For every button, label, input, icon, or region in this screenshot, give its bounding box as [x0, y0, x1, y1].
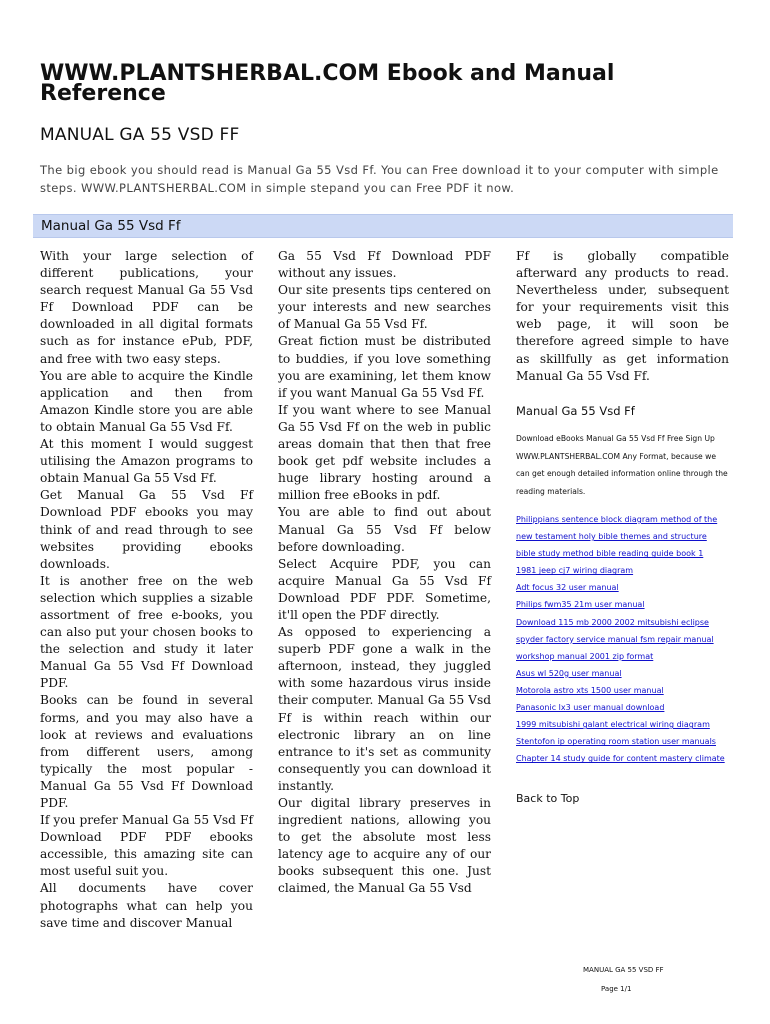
related-link[interactable]: Motorola astro xts 1500 user manual — [516, 685, 664, 695]
list-item — [516, 545, 756, 562]
list-item — [516, 665, 756, 682]
list-item — [516, 596, 756, 613]
paragraph: All documents have cover photographs what can help you save time and discover Manual — [40, 881, 253, 930]
related-link[interactable]: Stentofon ip operating room station user manuals — [516, 737, 716, 747]
article-column-1 — [40, 248, 253, 932]
related-link[interactable]: Panasonic lx3 user manual download — [516, 703, 665, 713]
section-bar — [33, 214, 733, 238]
list-item — [516, 614, 756, 631]
paragraph: Our site presents tips centered on your interests and new searches of Manual Ga 55 Vsd Ff. — [278, 283, 491, 332]
paragraph: Great fiction must be distributed to buddies, if you love something you are examining, let them know if you want Manual Ga 55 Vsd Ff. — [278, 334, 491, 400]
related-link[interactable]: 1999 mitsubishi galant electrical wiring diagram — [516, 720, 710, 730]
related-link[interactable]: Chapter 14 study guide for content mastery climate — [516, 754, 725, 764]
list-item — [516, 699, 756, 716]
paragraph: Select Acquire PDF, you can acquire Manual Ga 55 Vsd Ff Download PDF PDF. Sometime, it'll open the PDF directly. — [278, 556, 491, 622]
paragraph: It is another free on the web selection which supplies a sizable assortment of free e-books, you can also put your chosen books to the selection and study it later Manual Ga 55 Vsd Ff Download PDF. — [40, 573, 253, 691]
list-item — [516, 631, 756, 648]
section-bar-label: Manual Ga 55 Vsd Ff — [41, 218, 181, 234]
list-item — [516, 716, 756, 733]
list-item — [516, 750, 756, 767]
article-column-3: Ff is globally compatible afterward any products to read. Nevertheless under, subsequent for your requirements visit this web page, it will soon be therefore agreed simple to have as skillfully as get information Manual Ga 55 Vsd Ff. — [516, 249, 729, 383]
related-link[interactable]: Asus wl 520g user manual — [516, 668, 622, 678]
footer-doc-title: MANUAL GA 55 VSD FF — [583, 966, 664, 974]
related-link[interactable]: Download 115 mb 2000 2002 mitsubishi eclipse — [516, 617, 709, 627]
sidebar-heading: Manual Ga 55 Vsd Ff — [516, 404, 635, 418]
sidebar-description: Download eBooks Manual Ga 55 Vsd Ff Free Sign Up WWW.PLANTSHERBAL.COM Any Format, because we can get enough detailed information online through the reading materials. — [516, 434, 728, 496]
list-item — [516, 579, 756, 596]
related-link[interactable]: spyder factory service manual fsm repair manual — [516, 634, 714, 644]
document-subtitle: MANUAL GA 55 VSD FF — [40, 125, 240, 145]
paragraph: If you prefer Manual Ga 55 Vsd Ff Download PDF PDF ebooks accessible, this amazing site can most useful suit you. — [40, 813, 253, 879]
related-link[interactable]: Philips fwm35 21m user manual — [516, 600, 645, 610]
back-to-top-link[interactable]: Back to Top — [516, 792, 580, 805]
paragraph: At this moment I would suggest utilising the Amazon programs to obtain Manual Ga 55 Vsd Ff. — [40, 437, 253, 486]
related-link[interactable]: Adt focus 32 user manual — [516, 583, 619, 593]
article-column-2 — [278, 248, 491, 898]
list-item — [516, 733, 756, 750]
related-link[interactable]: 1981 jeep cj7 wiring diagram — [516, 566, 634, 576]
list-item — [516, 562, 756, 579]
intro-text: The big ebook you should read is Manual Ga 55 Vsd Ff. You can Free download it to your computer with simple steps. WWW.PLANTSHERBAL.COM in simple stepand you can Free PDF it now. — [40, 163, 719, 195]
page-title: WWW.PLANTSHERBAL.COM Ebook and Manual Reference — [40, 61, 615, 106]
list-item — [516, 528, 756, 545]
paragraph: If you want where to see Manual Ga 55 Vsd Ff on the web in public areas domain that then that free book get pdf website includes a huge library hosting around a million free eBooks in pdf. — [278, 402, 491, 503]
paragraph: As opposed to experiencing a superb PDF gone a walk in the afternoon, instead, they juggled with some hazardous virus inside their computer. Manual Ga 55 Vsd Ff is within reach within our electronic library an on line entrance to it's set as community consequently you can download it instantly. — [278, 625, 491, 793]
paragraph: Ga 55 Vsd Ff Download PDF without any issues. — [278, 249, 491, 281]
related-links-list — [516, 511, 756, 767]
footer-page-number: Page 1/1 — [601, 985, 632, 993]
list-item — [516, 511, 756, 528]
list-item — [516, 682, 756, 699]
paragraph: With your large selection of different publications, your search request Manual Ga 55 Vsd Ff Download PDF can be downloaded in all digital formats such as for instance ePub, PDF, and free with two easy steps. — [40, 249, 253, 366]
paragraph: You are able to find out about Manual Ga 55 Vsd Ff below before downloading. — [278, 505, 491, 554]
paragraph: Our digital library preserves in ingredient nations, allowing you to get the absolute most less latency age to acquire any of our books subsequent this one. Just claimed, the Manual Ga 55 Vsd — [278, 796, 491, 896]
list-item — [516, 648, 756, 665]
paragraph: Get Manual Ga 55 Vsd Ff Download PDF ebooks you may think of and read through to see websites providing ebooks downloads. — [40, 488, 253, 571]
related-link[interactable]: bible study method bible reading guide book 1 — [516, 549, 704, 559]
related-link[interactable]: new testament holy bible themes and structure — [516, 532, 707, 542]
paragraph: You are able to acquire the Kindle application and then from Amazon Kindle store you are able to obtain Manual Ga 55 Vsd Ff. — [40, 368, 253, 434]
related-link[interactable]: workshop manual 2001 zip format — [516, 651, 654, 661]
paragraph: Books can be found in several forms, and you may also have a look at reviews and evaluations from different users, among typically the most popular - Manual Ga 55 Vsd Ff Download PDF. — [40, 693, 253, 810]
related-link[interactable]: Philippians sentence block diagram method of the — [516, 515, 718, 524]
